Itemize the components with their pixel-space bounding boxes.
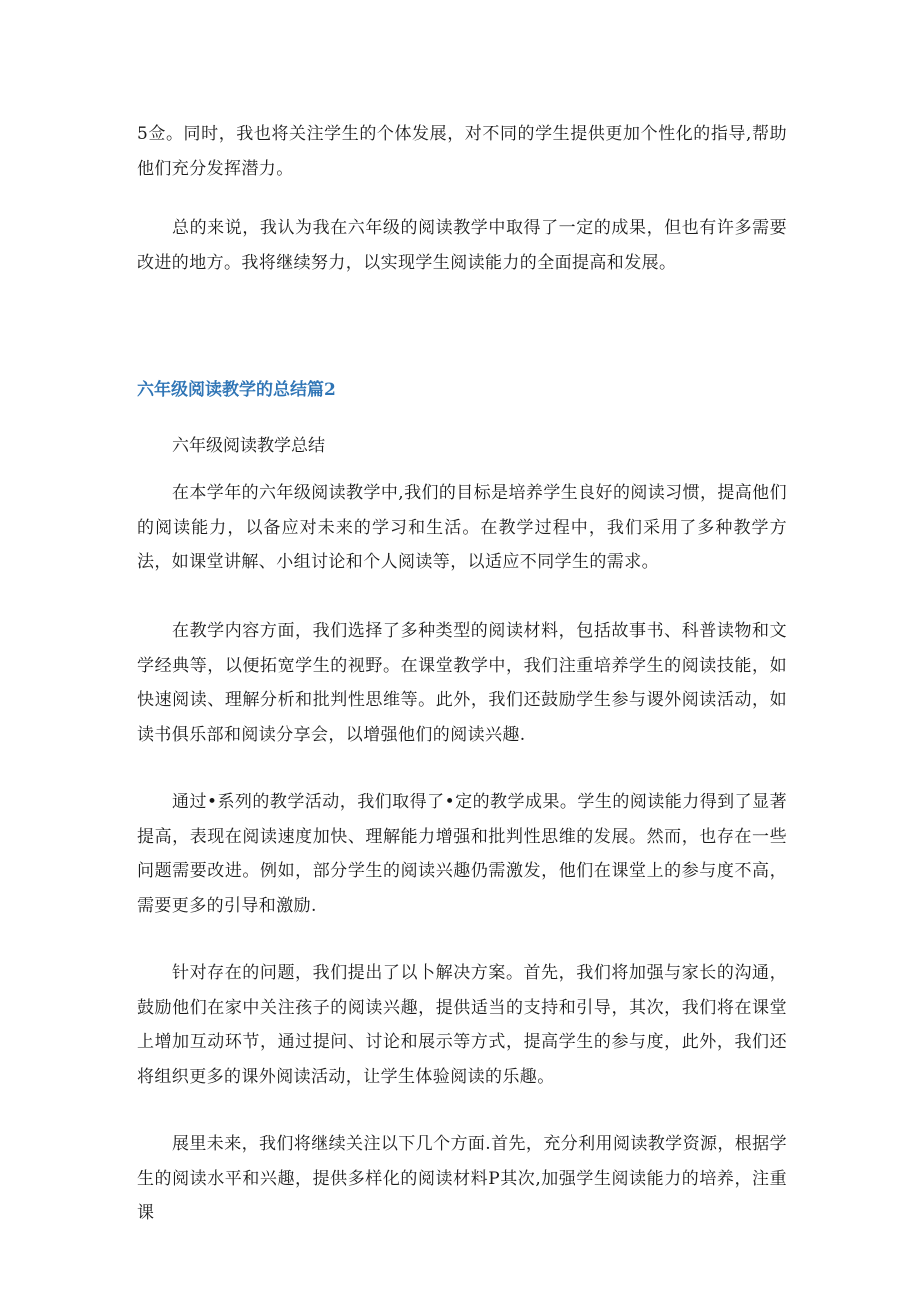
paragraph-3: 通过•系列的教学活动，我们取得了•定的教学成果。学生的阅读能力得到了显著提高，表现在阅读速度加快、理解能力增强和批判性思维的发展。然而，也存在一些问题需要改进。例如，部分学生的阅读兴趣仍需激发，他们在课堂上的参与度不高，需要更多的引导和激励. — [137, 792, 787, 916]
paragraph-4: 针对存在的问题，我们提出了以卜解决方案。首先，我们将加强与家长的沟通，鼓励他们在家中关注孩子的阅读兴趣，提供适当的支持和引导，其次，我们将在课堂上增加互动环节，通过提问、讨论和展示等方式，提高学生的参与度，此外，我们还将组织更多的课外阅读活动，让学生体验阅读的乐趣。 — [137, 963, 787, 1087]
paragraph-5: 展里未来，我们将继续关注以下几个方面.首先，充分利用阅读教学资源，根据学生的阅读水平和兴趣，提供多样化的阅读材料P其次,加强学生阅读能力的培养，注重课 — [137, 1134, 787, 1223]
paragraph-summary: 总的来说，我认为我在六年级的阅读教学中取得了一定的成果，但也有许多需要改进的地方。我将继续努力，以实现学生阅读能力的全面提高和发展。 — [137, 218, 787, 273]
paragraph-1: 在本学年的六年级阅读教学中,我们的目标是培养学生良好的阅读习惯，提高他们的阅读能力，以备应对未来的学习和生活。在教学过程中，我们采用了多种教学方法，如课堂讲解、小组讨论和个人阅读等，以适应不同学生的需求。 — [137, 483, 787, 572]
paragraph-continuation: 5佥。同时，我也将关注学生的个体发展，对不同的学生提供更加个性化的指导,帮助他们充分发挥潜力。 — [137, 124, 787, 179]
section-heading: 六年级阅读教学的总结篇2 — [137, 380, 336, 400]
paragraph-2: 在教学内容方面，我们选择了多种类型的阅读材料，包括故事书、科普读物和文学经典等，以便拓宽学生的视野。在课堂教学中，我们注重培养学生的阅读技能，如快速阅读、理解分析和批判性思维等。此外，我们还鼓励学生参与谡外阅读活动，如读书俱乐部和阅读分享会，以增强他们的阅读兴趣. — [137, 621, 787, 745]
section-subtitle: 六年级阅读教学总结 — [172, 436, 325, 456]
